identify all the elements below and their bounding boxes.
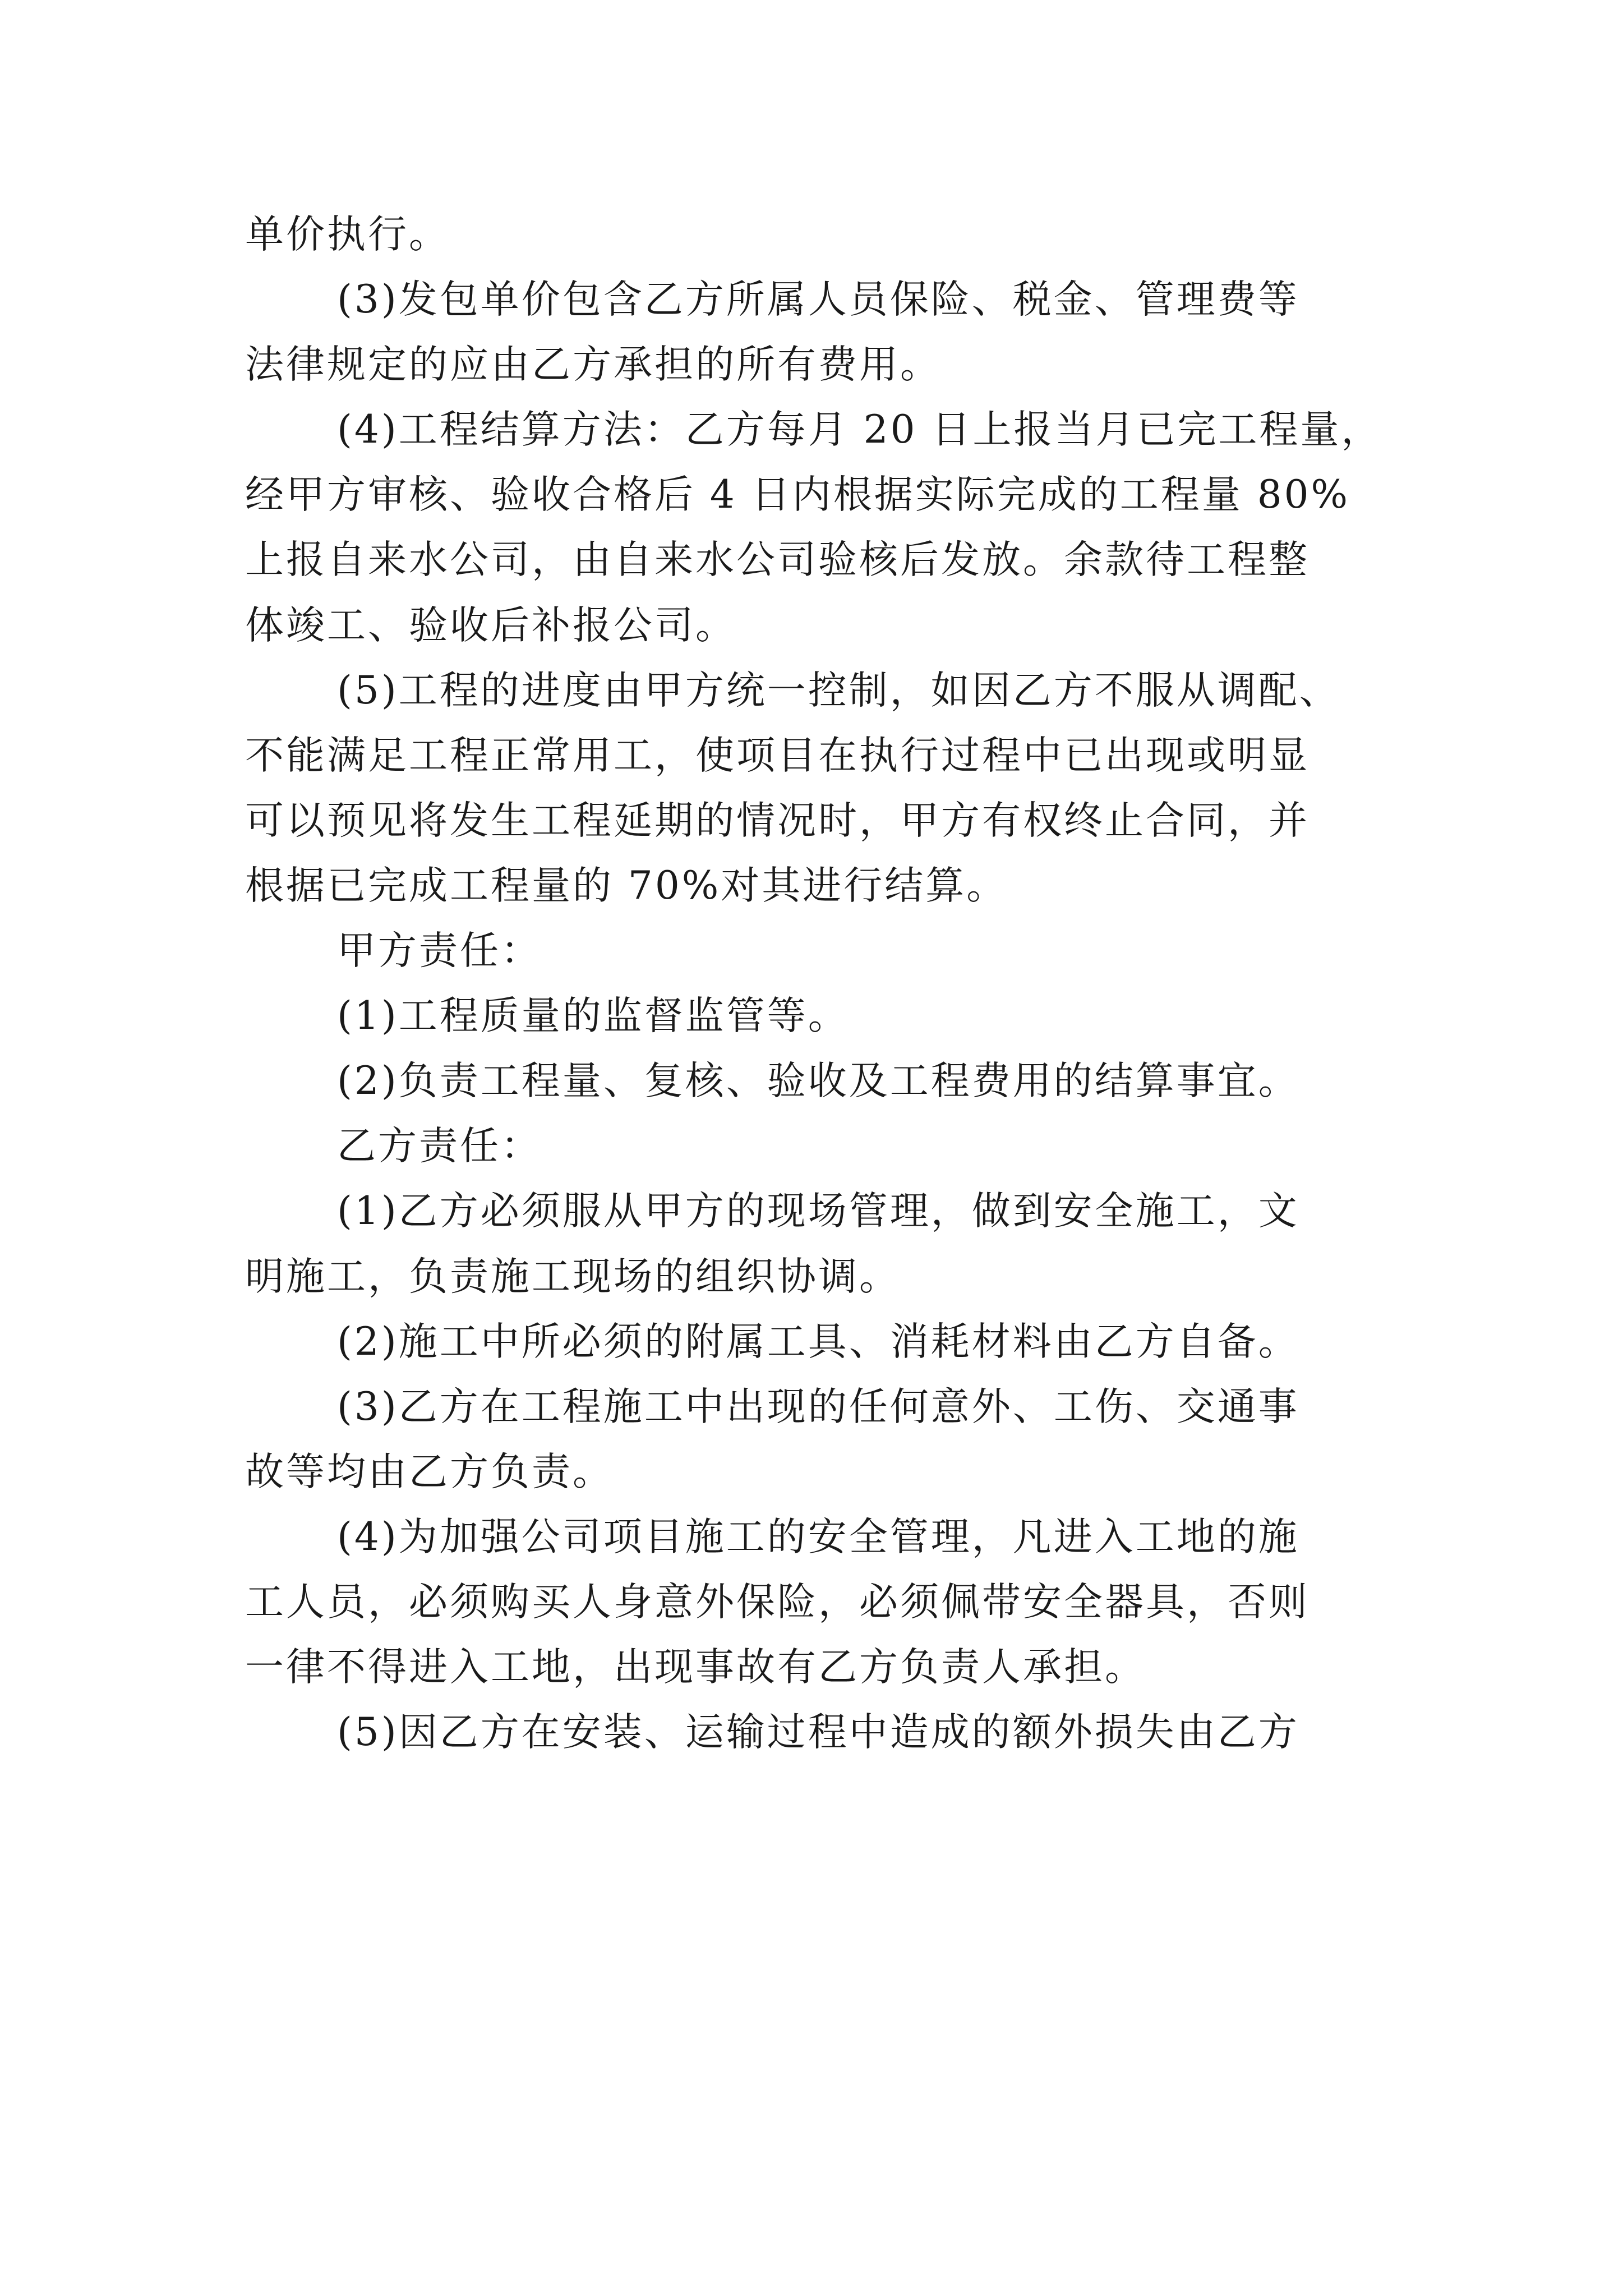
text-line: 工人员，必须购买人身意外保险，必须佩带安全器具，否则	[245, 1579, 1310, 1625]
text-line: 不能满足工程正常用工，使项目在执行过程中已出现或明显	[245, 733, 1310, 778]
text-line: 上报自来水公司，由自来水公司验核后发放。余款待工程整	[245, 537, 1310, 583]
text-line: (4)工程结算方法：乙方每月 20 日上报当月已完工程量，	[337, 407, 1382, 453]
text-line: (5)工程的进度由甲方统一控制，如因乙方不服从调配、	[337, 668, 1340, 713]
text-line: (2)负责工程量、复核、验收及工程费用的结算事宜。	[337, 1059, 1299, 1104]
section-heading: 甲方责任：	[337, 928, 542, 974]
text-line: (3)发包单价包含乙方所属人员保险、税金、管理费等	[337, 277, 1299, 323]
text-line: 体竣工、验收后补报公司。	[245, 602, 736, 648]
document-body	[245, 202, 1389, 1765]
text-line: (5)因乙方在安装、运输过程中造成的额外损失由乙方	[337, 1710, 1299, 1755]
text-line: 一律不得进入工地，出现事故有乙方负责人承担。	[245, 1645, 1146, 1690]
text-line: 故等均由乙方负责。	[245, 1449, 614, 1494]
text-line: 可以预见将发生工程延期的情况时，甲方有权终止合同，并	[245, 798, 1310, 843]
text-line: 法律规定的应由乙方承担的所有费用。	[245, 342, 941, 388]
text-line: 单价执行。	[245, 212, 450, 257]
text-line: 根据已完成工程量的 70%对其进行结算。	[245, 863, 1008, 908]
text-line: (1)工程质量的监督监管等。	[337, 993, 849, 1039]
text-line: 经甲方审核、验收合格后 4 日内根据实际完成的工程量 80%	[245, 472, 1350, 518]
text-line: 明施工，负责施工现场的组织协调。	[245, 1254, 900, 1299]
text-line: (3)乙方在工程施工中出现的任何意外、工伤、交通事	[337, 1384, 1299, 1429]
section-heading: 乙方责任：	[337, 1124, 542, 1169]
text-line: (2)施工中所必须的附属工具、消耗材料由乙方自备。	[337, 1319, 1299, 1364]
text-line: (1)乙方必须服从甲方的现场管理，做到安全施工，文	[337, 1189, 1299, 1234]
text-line: (4)为加强公司项目施工的安全管理，凡进入工地的施	[337, 1514, 1299, 1559]
